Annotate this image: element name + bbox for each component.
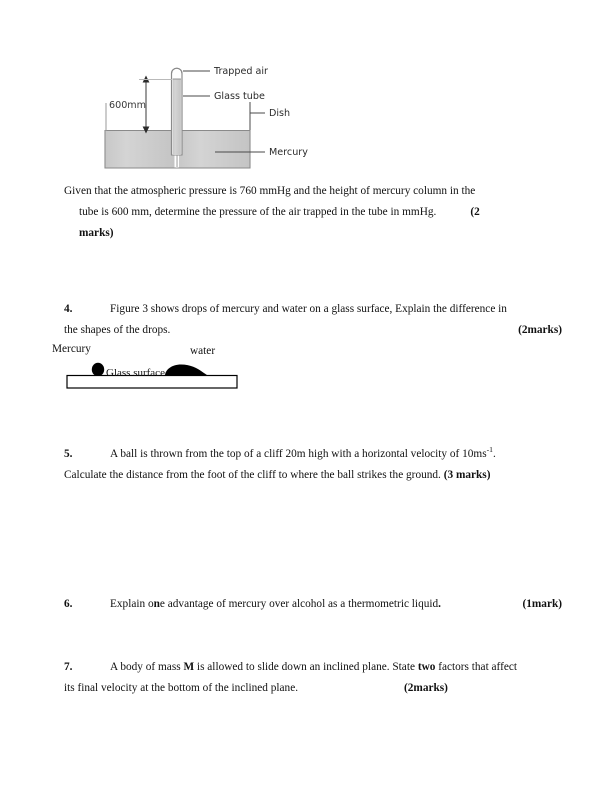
q7-line-1a: A body of mass [110, 661, 184, 673]
q6-text-bold-n: n [153, 598, 160, 610]
figure-mercury-barometer [95, 55, 345, 180]
q5-line-1-superscript: -1 [486, 445, 494, 455]
q7-row-1 [64, 657, 562, 678]
q4-row-1 [64, 299, 562, 320]
dimension-label-600mm: 600mm [109, 100, 147, 111]
q7-marks: (2marks) [404, 682, 448, 694]
q7-line-1c: factors that affect [435, 661, 518, 673]
q4-line-2: the shapes of the drops. [64, 324, 171, 336]
label-mercury-drop: Mercury [52, 343, 91, 355]
q5-line-2: Calculate the distance from the foot of the cliff to where the ball strikes the ground. [64, 469, 441, 481]
q6-marks: (1mark) [522, 598, 562, 610]
question-4 [64, 299, 562, 341]
q5-line-1a: A ball is thrown from the top of a cliff 20m high with a horizontal velocity of 10ms [110, 448, 487, 460]
label-mercury: Mercury [269, 147, 308, 158]
glass-tube-shape [172, 68, 183, 155]
label-dish: Dish [269, 108, 291, 119]
q7-number: 7. [64, 661, 73, 673]
q3-line-3: marks) [79, 227, 114, 239]
q3-marks-open: (2 [470, 206, 480, 218]
question-3-text [64, 181, 544, 244]
q7-bold-mass-symbol: M [183, 661, 195, 673]
water-drop-shape [165, 365, 209, 377]
q7-line-2: its final velocity at the bottom of the inclined plane. [64, 682, 299, 694]
q5-number: 5. [64, 448, 73, 460]
q3-line-2 [64, 202, 544, 223]
q7-bold-two: two [417, 661, 436, 673]
q7-row-2 [64, 678, 562, 699]
q6-number: 6. [64, 598, 73, 610]
q6-text-b: e advantage of mercury over alcohol as a thermometric liquid [159, 598, 439, 610]
q5-marks: (3 marks) [443, 469, 491, 481]
q6-text-a: Explain o [110, 598, 154, 610]
figure-glass-surface-drops [52, 343, 252, 389]
question-7 [64, 657, 562, 699]
label-water-drop: water [190, 345, 216, 357]
label-glass-surface: Glass surface [106, 367, 165, 379]
q3-line-1: Given that the atmospheric pressure is 760 mmHg and the height of mercury column in the [64, 185, 476, 197]
q7-line-1b: is allowed to slide down an inclined plane. State [194, 661, 418, 673]
q4-number: 4. [64, 303, 73, 315]
q5-row-2 [64, 465, 562, 486]
question-5 [64, 444, 562, 486]
q4-marks: (2marks) [518, 324, 562, 336]
mercury-drop-shape [92, 363, 104, 377]
q3-line-2-text: tube is 600 mm, determine the pressure of the air trapped in the tube in mmHg. [79, 206, 437, 218]
q5-line-1b: . [493, 448, 496, 460]
label-glass-tube: Glass tube [214, 91, 265, 102]
q5-row-1 [64, 444, 562, 465]
q6-text-c: . [438, 598, 441, 610]
q4-row-2 [64, 320, 562, 341]
question-6 [64, 594, 562, 615]
q4-line-1: Figure 3 shows drops of mercury and water on a glass surface, Explain the difference in [110, 303, 507, 315]
label-trapped-air: Trapped air [214, 66, 268, 77]
